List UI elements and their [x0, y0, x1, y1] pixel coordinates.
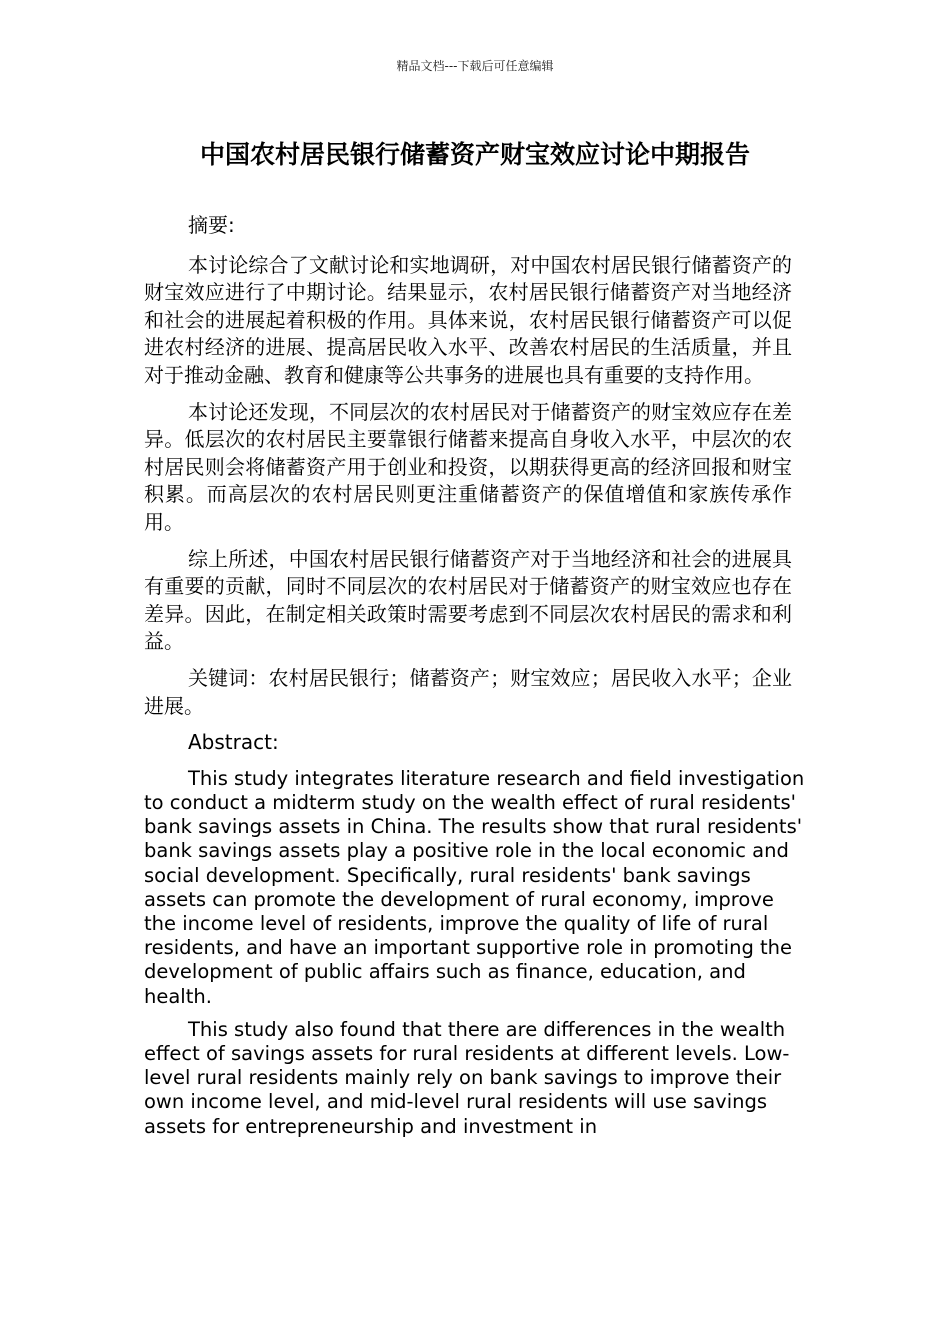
document-title: 中国农村居民银行储蓄资产财宝效应讨论中期报告: [199, 140, 750, 169]
keywords: 关键词：农村居民银行；储蓄资产；财宝效应；居民收入水平；企业进展。: [144, 665, 792, 718]
abstract-label: 摘要:: [188, 213, 235, 237]
abstract-paragraph-1: 本讨论综合了文献讨论和实地调研，对中国农村居民银行储蓄资产的财宝效应进行了中期讨论。结果显示，农村居民银行储蓄资产对当地经济和社会的进展起着积极的作用。具体来说，农村居民银行储蓄资产可以促进农村经济的进展、提高居民收入水平、改善农村居民的生活质量，并且对于推动金融、教育和健康等公共事务的进展也具有重要的支持作用。: [144, 252, 792, 387]
abstract-paragraph-3: 综上所述，中国农村居民银行储蓄资产对于当地经济和社会的进展具有重要的贡献，同时不同层次的农村居民对于储蓄资产的财宝效应也存在差异。因此，在制定相关政策时需要考虑到不同层次农村居民的需求和利益。: [144, 546, 792, 654]
page-header-note: 精品文档---下载后可任意编辑: [396, 59, 554, 73]
abstract-en-paragraph-1: This study integrates literature research and field investigation to conduct a midterm study on the wealth effect of rural residents' bank savings assets in China. The results show that rural residents' bank savings assets play a positive role in the local economic and social development. Specifically, rural residents' bank savings assets can promote the development of rural economy, improve the income level of residents, improve the quality of life of rural residents, and have an important supportive role in promoting the development of public affairs such as finance, education, and health.: [144, 766, 805, 1008]
document-body: [144, 212, 805, 1148]
abstract-en-label: Abstract:: [188, 730, 279, 755]
abstract-en-paragraph-2: This study also found that there are differences in the wealth effect of savings assets for rural residents at different levels. Low-level rural residents mainly rely on bank savings to improve their own income level, and mid-level rural residents will use savings assets for entrepreneurship and investment in: [144, 1017, 790, 1138]
abstract-paragraph-2: 本讨论还发现，不同层次的农村居民对于储蓄资产的财宝效应存在差异。低层次的农村居民主要靠银行储蓄来提高自身收入水平，中层次的农村居民则会将储蓄资产用于创业和投资，以期获得更高的经济回报和财宝积累。而高层次的农村居民则更注重储蓄资产的保值增值和家族传承作用。: [144, 399, 792, 534]
